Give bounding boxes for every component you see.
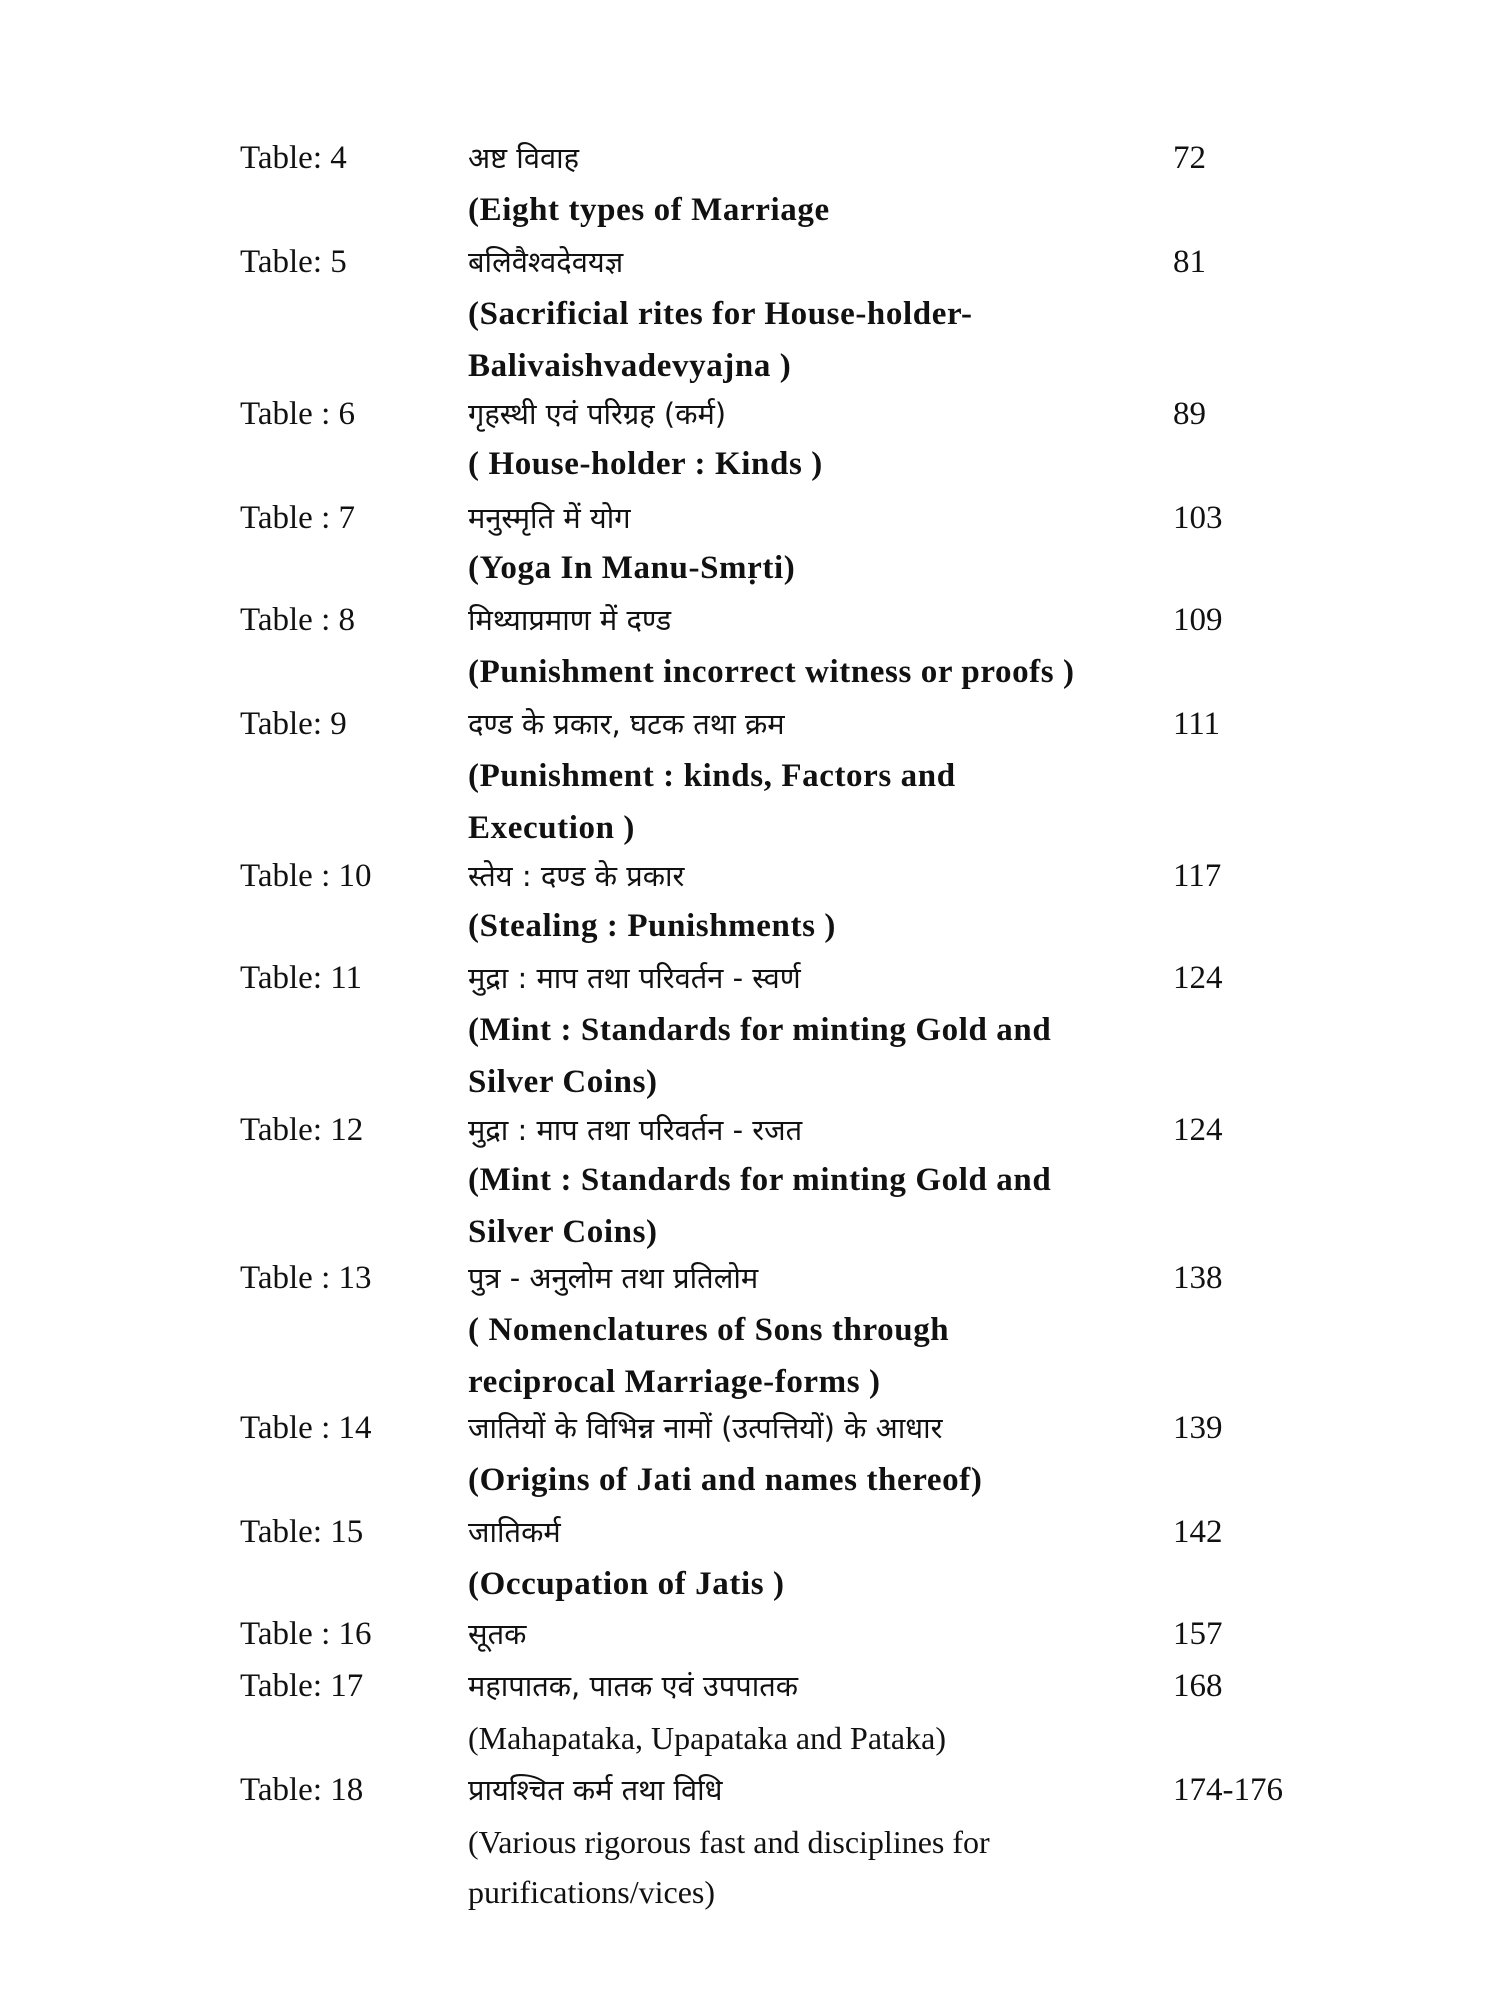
english-title: Silver Coins) — [468, 1214, 658, 1250]
english-title: Balivaishvadevyajna ) — [468, 348, 792, 384]
toc-entry — [0, 698, 1500, 750]
toc-entry — [0, 1608, 1500, 1660]
english-title: (Sacrificial rites for House-holder- — [468, 296, 973, 332]
toc-entry — [0, 1252, 1500, 1304]
toc-entry — [0, 952, 1500, 1004]
table-label: Table: 17 — [240, 1668, 364, 1704]
hindi-title: अष्ट विवाह — [468, 141, 579, 175]
hindi-title: पुत्र - अनुलोम तथा प्रतिलोम — [468, 1261, 759, 1295]
page-number: 124 — [1173, 1112, 1223, 1148]
hindi-title: गृहस्थी एवं परिग्रह (कर्म) — [468, 397, 727, 431]
hindi-title: सूतक — [468, 1617, 527, 1651]
hindi-title: महापातक, पातक एवं उपपातक — [468, 1669, 799, 1703]
page-number: 109 — [1173, 602, 1223, 638]
toc-entry — [0, 1104, 1500, 1156]
hindi-title: बलिवैश्वदेवयज्ञ — [468, 245, 624, 279]
page-number: 138 — [1173, 1260, 1223, 1296]
english-title: (Punishment : kinds, Factors and — [468, 758, 956, 794]
english-title: Execution ) — [468, 810, 636, 846]
hindi-title: जातिकर्म — [468, 1515, 561, 1549]
table-label: Table: 18 — [240, 1772, 364, 1808]
page-number: 81 — [1173, 244, 1206, 280]
english-title: (Occupation of Jatis ) — [468, 1566, 785, 1602]
english-title: purifications/vices) — [468, 1874, 716, 1910]
toc-entry — [0, 236, 1500, 288]
english-title: (Various rigorous fast and disciplines for — [468, 1824, 990, 1860]
page-number: 103 — [1173, 500, 1223, 536]
page-number: 89 — [1173, 396, 1206, 432]
toc-entry — [0, 1402, 1500, 1454]
hindi-title: स्तेय : दण्ड के प्रकार — [468, 859, 685, 893]
page-number: 139 — [1173, 1410, 1223, 1446]
table-label: Table : 14 — [240, 1410, 372, 1446]
hindi-title: प्रायश्चित कर्म तथा विधि — [468, 1773, 723, 1807]
table-label: Table: 12 — [240, 1112, 364, 1148]
english-title: reciprocal Marriage-forms ) — [468, 1364, 881, 1400]
english-title: ( House-holder : Kinds ) — [468, 446, 823, 482]
toc-entry — [0, 132, 1500, 184]
table-label: Table : 6 — [240, 396, 355, 432]
hindi-title: मुद्रा : माप तथा परिवर्तन - स्वर्ण — [468, 961, 801, 995]
table-label: Table: 5 — [240, 244, 347, 280]
table-label: Table: 11 — [240, 960, 363, 996]
toc-entry — [0, 594, 1500, 646]
english-title: (Eight types of Marriage — [468, 192, 830, 228]
english-title: Silver Coins) — [468, 1064, 658, 1100]
page-number: 72 — [1173, 140, 1206, 176]
table-label: Table: 9 — [240, 706, 347, 742]
toc-entry — [0, 850, 1500, 902]
toc-entry — [0, 1506, 1500, 1558]
page-number: 142 — [1173, 1514, 1223, 1550]
page-number: 124 — [1173, 960, 1223, 996]
english-title: ( Nomenclatures of Sons through — [468, 1312, 950, 1348]
table-label: Table : 10 — [240, 858, 372, 894]
page-number: 157 — [1173, 1616, 1223, 1652]
table-label: Table: 4 — [240, 140, 347, 176]
table-label: Table : 13 — [240, 1260, 372, 1296]
page-number: 111 — [1173, 706, 1221, 742]
english-title: (Punishment incorrect witness or proofs ) — [468, 654, 1075, 690]
hindi-title: मिथ्याप्रमाण में दण्ड — [468, 603, 672, 637]
english-title: (Origins of Jati and names thereof) — [468, 1462, 983, 1498]
page-number: 168 — [1173, 1668, 1223, 1704]
hindi-title: मनुस्मृति में योग — [468, 501, 631, 535]
page-number: 174-176 — [1173, 1772, 1283, 1808]
table-label: Table: 15 — [240, 1514, 364, 1550]
table-label: Table : 16 — [240, 1616, 372, 1652]
hindi-title: दण्ड के प्रकार, घटक तथा क्रम — [468, 707, 785, 741]
english-title: (Mint : Standards for minting Gold and — [468, 1162, 1052, 1198]
hindi-title: जातियों के विभिन्न नामों (उत्पत्तियों) के आधार — [468, 1411, 943, 1445]
english-title: (Stealing : Punishments ) — [468, 908, 836, 944]
hindi-title: मुद्रा : माप तथा परिवर्तन - रजत — [468, 1113, 803, 1147]
table-label: Table : 8 — [240, 602, 355, 638]
english-title: (Mint : Standards for minting Gold and — [468, 1012, 1052, 1048]
table-label: Table : 7 — [240, 500, 355, 536]
toc-entry — [0, 492, 1500, 544]
toc-entry — [0, 388, 1500, 440]
page-number: 117 — [1173, 858, 1222, 894]
toc-entry — [0, 1764, 1500, 1816]
english-title: (Yoga In Manu-Smṛti) — [468, 550, 796, 586]
english-title: (Mahapataka, Upapataka and Pataka) — [468, 1720, 946, 1756]
toc-entry — [0, 1660, 1500, 1712]
